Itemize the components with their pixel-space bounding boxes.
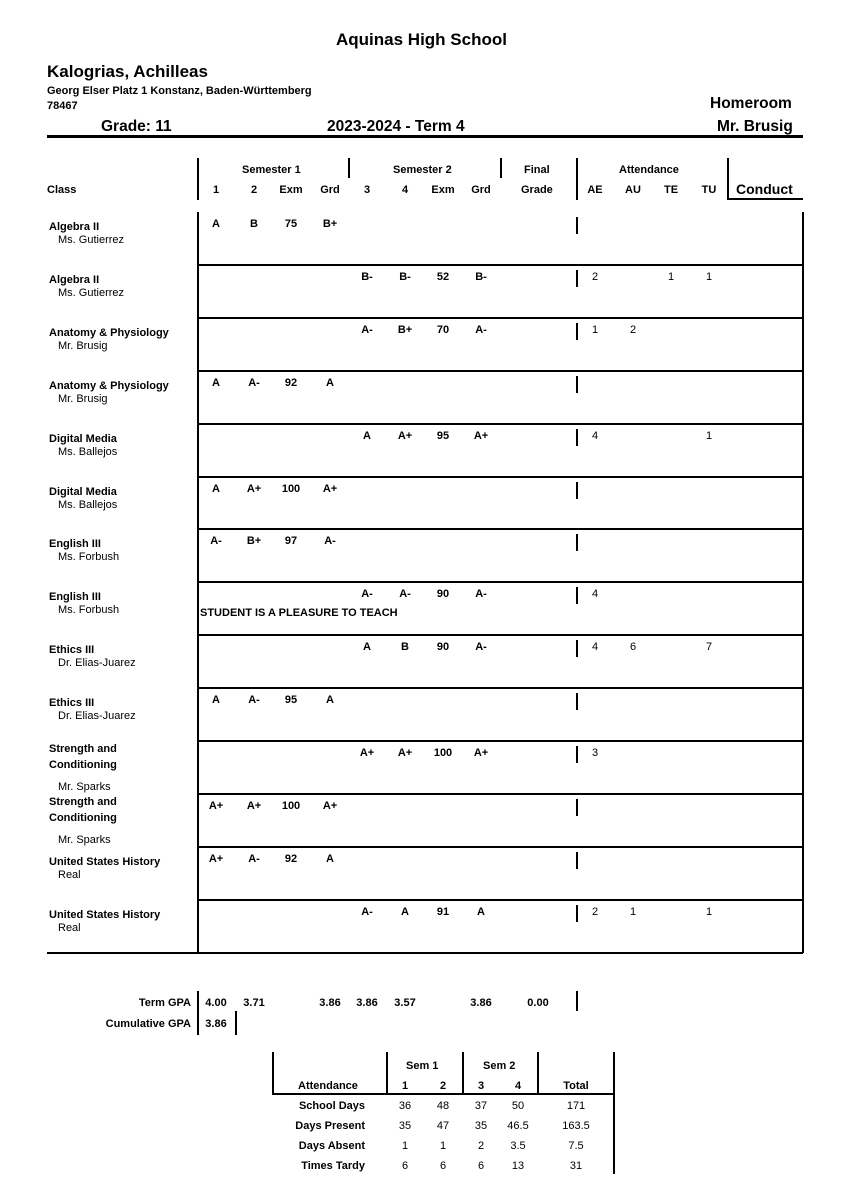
teacher-name: Real <box>58 868 81 881</box>
att-value: 35 <box>474 1120 488 1132</box>
row-divider <box>197 847 199 900</box>
class-header: Class <box>47 184 77 196</box>
att-table-divider <box>613 1052 615 1174</box>
s2-grade-cell: A+ <box>359 747 375 759</box>
table-right-border <box>802 212 804 953</box>
s2-grade-cell: 90 <box>436 641 450 654</box>
s1-grade-cell: 95 <box>284 694 298 707</box>
header-rule <box>47 135 803 138</box>
term-gpa-label: Term GPA <box>138 997 191 1009</box>
cumulative-gpa-label: Cumulative GPA <box>105 1018 191 1030</box>
row-divider <box>197 477 199 530</box>
att-value: 48 <box>436 1100 450 1112</box>
homeroom-teacher: Mr. Brusig <box>717 118 793 135</box>
row-divider <box>576 323 578 340</box>
term-gpa-final: 0.00 <box>527 997 549 1009</box>
col-header-exm1: Exm <box>279 184 303 196</box>
attendance-cell: 2 <box>591 270 599 283</box>
row-divider <box>197 371 199 424</box>
s1-grade-cell: A <box>212 218 220 230</box>
header-divider <box>197 158 199 200</box>
teacher-name: Ms. Forbush <box>58 551 120 564</box>
header-divider <box>348 158 350 178</box>
final-grade-header: Grade <box>521 184 553 196</box>
s1-grade-cell: B+ <box>322 218 338 230</box>
row-divider <box>576 376 578 393</box>
term-gpa-s1-2: 3.71 <box>243 997 265 1009</box>
class-name: Algebra II <box>49 273 100 286</box>
class-name: English III <box>49 591 101 604</box>
attendance-cell: 3 <box>591 747 599 759</box>
attendance-cell: 7 <box>705 641 713 654</box>
att-value: 6 <box>401 1160 409 1172</box>
s2-grade-cell: A+ <box>473 429 489 442</box>
att-value: 6 <box>477 1160 485 1172</box>
s2-grade-cell: 90 <box>436 588 450 601</box>
att-col-1: 1 <box>401 1080 409 1092</box>
row-divider <box>576 852 578 869</box>
s1-grade-cell: 75 <box>284 218 298 230</box>
s1-grade-cell: A- <box>248 694 260 707</box>
attendance-header: Attendance <box>619 164 679 176</box>
s1-grade-cell: A- <box>248 376 260 389</box>
gpa-divider <box>197 991 199 1035</box>
att-value: 1 <box>439 1140 447 1152</box>
col-header-te: TE <box>663 184 679 196</box>
class-name: Anatomy & Physiology <box>49 379 169 392</box>
attendance-cell: 1 <box>591 323 599 336</box>
att-col-4: 4 <box>514 1080 522 1092</box>
att-value: 37 <box>474 1100 488 1112</box>
row-divider <box>197 582 199 635</box>
att-value: 1 <box>401 1140 409 1152</box>
s2-grade-cell: A- <box>475 588 487 601</box>
row-rule <box>197 528 803 530</box>
att-table-divider <box>537 1052 539 1094</box>
class-name: English III <box>49 538 101 551</box>
att-sem1-header: Sem 1 <box>406 1060 439 1072</box>
teacher-name: Ms. Ballejos <box>58 445 118 458</box>
row-divider <box>197 688 199 741</box>
row-rule <box>197 581 803 583</box>
class-name: United States History <box>49 855 161 868</box>
class-name: Digital Media <box>49 432 117 445</box>
att-value: 47 <box>436 1120 450 1132</box>
row-rule <box>197 793 803 795</box>
s2-grade-cell: A- <box>361 588 373 601</box>
cumulative-gpa-value: 3.86 <box>205 1018 227 1030</box>
row-rule <box>197 423 803 425</box>
school-name: Aquinas High School <box>336 30 507 49</box>
row-divider <box>197 900 199 953</box>
col-header-4: 4 <box>401 184 409 196</box>
row-divider <box>576 693 578 710</box>
s2-grade-cell: B- <box>399 270 411 283</box>
col-header-ae: AE <box>587 184 603 196</box>
conduct-header: Conduct <box>736 181 793 197</box>
s2-grade-cell: B+ <box>397 323 413 336</box>
s1-grade-cell: A <box>212 694 220 707</box>
att-value: 46.5 <box>507 1120 529 1132</box>
row-divider <box>576 270 578 287</box>
s1-grade-cell: B+ <box>246 535 262 548</box>
row-divider <box>576 482 578 499</box>
col-header-3: 3 <box>363 184 371 196</box>
attendance-cell: 1 <box>667 270 675 283</box>
att-value: 6 <box>439 1160 447 1172</box>
s1-grade-cell: 92 <box>284 376 298 389</box>
s2-grade-cell: A+ <box>397 747 413 759</box>
s2-grade-cell: A+ <box>473 747 489 759</box>
s2-grade-cell: A+ <box>397 429 413 442</box>
s2-grade-cell: 100 <box>433 747 453 759</box>
col-header-2: 2 <box>250 184 258 196</box>
table-bottom-rule <box>47 952 803 954</box>
row-rule <box>197 740 803 742</box>
s1-grade-cell: A <box>326 376 334 389</box>
term-gpa-s2-4: 3.57 <box>394 997 416 1009</box>
class-name: United States History <box>49 908 161 921</box>
teacher-name: Real <box>58 921 81 934</box>
s1-grade-cell: A+ <box>322 482 338 495</box>
gpa-divider <box>235 1011 237 1035</box>
s2-grade-cell: A <box>363 429 371 442</box>
term-label: 2023-2024 - Term 4 <box>327 118 465 135</box>
s1-grade-cell: A- <box>210 535 222 548</box>
s2-grade-cell: A <box>477 905 485 918</box>
s2-grade-cell: A <box>401 905 409 918</box>
attendance-cell: 1 <box>705 270 713 283</box>
att-value: 35 <box>398 1120 412 1132</box>
s1-grade-cell: A <box>212 376 220 389</box>
att-summary-label: Attendance <box>298 1080 358 1092</box>
row-divider <box>197 529 199 582</box>
att-col-2: 2 <box>439 1080 447 1092</box>
row-rule <box>197 687 803 689</box>
row-rule <box>197 846 803 848</box>
attendance-cell: 4 <box>591 588 599 601</box>
row-rule <box>197 370 803 372</box>
att-table-rule <box>272 1093 615 1095</box>
class-name: Ethics III <box>49 644 95 657</box>
teacher-name: Mr. Brusig <box>58 392 108 405</box>
student-postal-code: 78467 <box>47 100 78 112</box>
teacher-name: Mr. Sparks <box>58 781 111 793</box>
col-header-au: AU <box>625 184 641 196</box>
s2-grade-cell: A- <box>399 588 411 601</box>
attendance-cell: 4 <box>591 641 599 654</box>
s1-grade-cell: A- <box>324 535 336 548</box>
student-grade: Grade: 11 <box>101 118 172 135</box>
attendance-cell: 6 <box>629 641 637 654</box>
teacher-name: Ms. Ballejos <box>58 498 118 511</box>
row-divider <box>576 799 578 816</box>
conduct-underline <box>727 198 803 200</box>
row-divider <box>197 212 199 265</box>
att-col-3: 3 <box>477 1080 485 1092</box>
s2-grade-cell: A- <box>475 641 487 654</box>
col-header-grd1: Grd <box>320 184 340 196</box>
s1-grade-cell: A <box>326 694 334 707</box>
s2-grade-cell: A- <box>361 323 373 336</box>
s1-grade-cell: A+ <box>208 799 224 812</box>
att-total: 7.5 <box>568 1140 584 1152</box>
header-divider <box>500 158 502 178</box>
row-divider <box>576 746 578 763</box>
s1-grade-cell: A+ <box>246 482 262 495</box>
row-divider <box>197 635 199 688</box>
col-header-grd2: Grd <box>471 184 491 196</box>
class-name: Anatomy & Physiology <box>49 326 169 339</box>
s2-grade-cell: 52 <box>436 270 450 283</box>
row-rule <box>197 264 803 266</box>
attendance-cell: 1 <box>705 429 713 442</box>
s1-grade-cell: A <box>326 852 334 865</box>
homeroom-label: Homeroom <box>710 95 792 112</box>
row-rule <box>197 476 803 478</box>
s2-grade-cell: 95 <box>436 429 450 442</box>
final-header: Final <box>524 164 550 176</box>
class-name: Algebra II <box>49 221 100 233</box>
s1-grade-cell: A+ <box>246 799 262 812</box>
attendance-cell: 4 <box>591 429 599 442</box>
att-value: 3.5 <box>510 1140 526 1152</box>
att-table-divider <box>272 1052 274 1094</box>
row-divider <box>197 424 199 477</box>
att-value: 2 <box>477 1140 485 1152</box>
row-divider <box>576 534 578 551</box>
student-address: Georg Elser Platz 1 Konstanz, Baden-Württemberg <box>47 85 312 97</box>
att-table-divider <box>386 1052 388 1094</box>
s1-grade-cell: 97 <box>284 535 298 548</box>
att-value: 36 <box>398 1100 412 1112</box>
term-gpa-s1-1: 4.00 <box>205 997 227 1009</box>
s2-grade-cell: A <box>363 641 371 654</box>
attendance-cell: 2 <box>591 905 599 918</box>
col-header-1: 1 <box>212 184 220 196</box>
row-divider <box>576 640 578 657</box>
header-divider <box>727 158 729 200</box>
s1-grade-cell: A+ <box>322 799 338 812</box>
row-divider <box>197 794 199 847</box>
teacher-name: Ms. Gutierrez <box>58 286 125 299</box>
teacher-name: Dr. Elias-Juarez <box>58 710 136 723</box>
class-name: Strength and Conditioning <box>49 743 117 771</box>
row-rule <box>197 317 803 319</box>
teacher-name: Dr. Elias-Juarez <box>58 657 136 670</box>
att-row-label: Days Present <box>295 1120 365 1132</box>
att-row-label: School Days <box>298 1100 365 1112</box>
teacher-name: Mr. Sparks <box>58 833 111 846</box>
class-name: Digital Media <box>49 485 117 498</box>
s1-grade-cell: 92 <box>284 852 298 865</box>
row-rule <box>197 634 803 636</box>
teacher-name: Ms. Forbush <box>58 604 120 617</box>
row-rule <box>197 899 803 901</box>
att-total: 163.5 <box>562 1120 590 1132</box>
gpa-divider <box>576 991 578 1011</box>
att-col-total: Total <box>563 1080 589 1092</box>
s1-grade-cell: 100 <box>281 799 301 812</box>
s1-grade-cell: A+ <box>208 852 224 865</box>
attendance-cell: 2 <box>629 323 637 336</box>
row-divider <box>576 217 578 234</box>
s2-grade-cell: B <box>401 641 409 654</box>
semester2-header: Semester 2 <box>393 164 452 176</box>
header-divider <box>576 158 578 200</box>
col-header-tu: TU <box>701 184 717 196</box>
att-value: 13 <box>511 1160 525 1172</box>
att-row-label: Times Tardy <box>301 1160 365 1172</box>
s2-grade-cell: 91 <box>436 905 450 918</box>
teacher-comment: STUDENT IS A PLEASURE TO TEACH <box>200 607 398 620</box>
term-gpa-s2-grd: 3.86 <box>470 997 492 1009</box>
s2-grade-cell: B- <box>475 270 487 283</box>
term-gpa-s1-grd: 3.86 <box>319 997 341 1009</box>
row-divider <box>576 587 578 604</box>
attendance-cell: 1 <box>705 905 713 918</box>
teacher-name: Mr. Brusig <box>58 339 108 352</box>
class-name: Ethics III <box>49 697 95 710</box>
s1-grade-cell: A <box>212 482 220 495</box>
teacher-name: Ms. Gutierrez <box>58 234 125 246</box>
row-divider <box>197 318 199 371</box>
semester1-header: Semester 1 <box>242 164 301 176</box>
att-total: 171 <box>566 1100 586 1112</box>
s2-grade-cell: B- <box>361 270 373 283</box>
att-sem2-header: Sem 2 <box>483 1060 516 1072</box>
att-row-label: Days Absent <box>298 1140 365 1152</box>
att-total: 31 <box>569 1160 583 1172</box>
term-gpa-s2-3: 3.86 <box>356 997 378 1009</box>
class-name: Strength and Conditioning <box>49 795 117 824</box>
row-divider <box>197 265 199 318</box>
row-divider <box>576 429 578 446</box>
att-value: 50 <box>511 1100 525 1112</box>
s2-grade-cell: A- <box>361 905 373 918</box>
s1-grade-cell: A- <box>248 852 260 865</box>
attendance-cell: 1 <box>629 905 637 918</box>
s2-grade-cell: A- <box>475 323 487 336</box>
col-header-exm2: Exm <box>431 184 455 196</box>
row-divider <box>576 905 578 922</box>
s1-grade-cell: 100 <box>281 482 301 495</box>
s2-grade-cell: 70 <box>436 323 450 336</box>
s1-grade-cell: B <box>250 218 258 230</box>
att-table-divider <box>462 1052 464 1094</box>
student-name: Kalogrias, Achilleas <box>47 62 208 81</box>
row-divider <box>197 741 199 794</box>
